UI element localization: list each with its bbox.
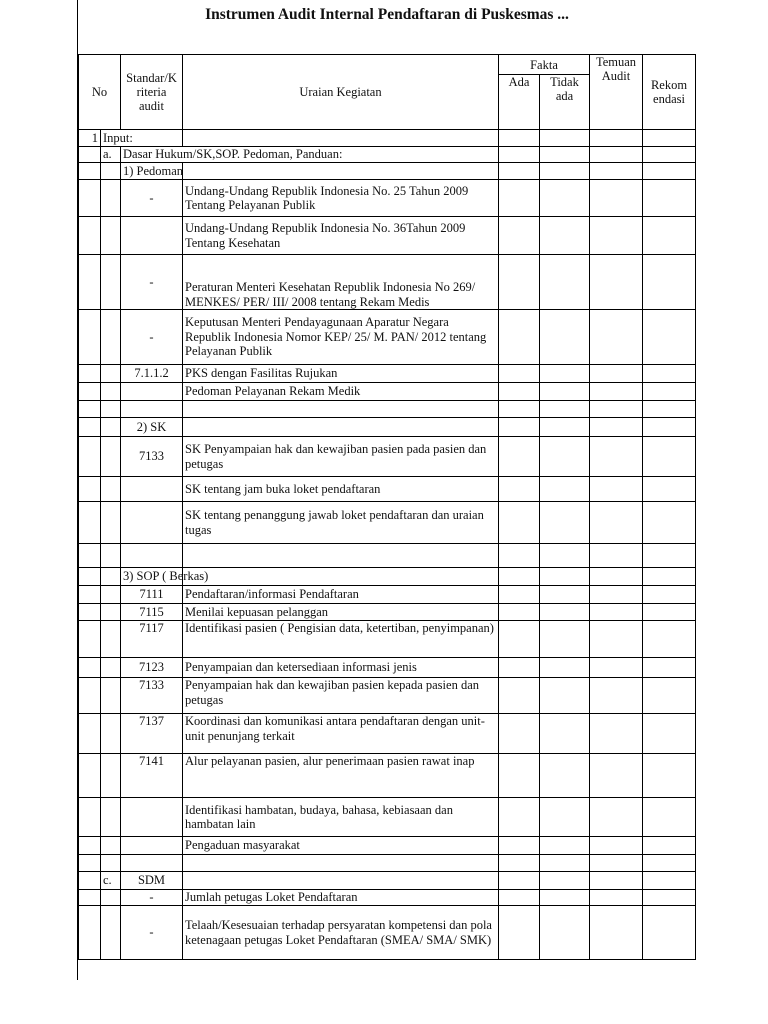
fakta-tidak-ada-cell[interactable]: [540, 754, 590, 798]
header-rekomendasi: Rekom endasi: [643, 55, 696, 130]
uraian-kegiatan: Alur pelayanan pasien, alur penerimaan pasien rawat inap: [183, 754, 499, 798]
fakta-tidak-ada-cell[interactable]: [540, 163, 590, 180]
temuan-cell[interactable]: [590, 383, 643, 401]
fakta-ada-cell[interactable]: [499, 180, 540, 217]
row-number: [79, 604, 101, 621]
standar-code: [121, 798, 183, 837]
sub-letter: [101, 798, 121, 837]
table-row: [79, 180, 696, 217]
fakta-tidak-ada-cell[interactable]: [540, 130, 590, 147]
fakta-ada-cell[interactable]: [499, 604, 540, 621]
temuan-cell[interactable]: [590, 604, 643, 621]
fakta-ada-cell[interactable]: [499, 418, 540, 437]
temuan-cell[interactable]: [590, 678, 643, 714]
fakta-ada-cell[interactable]: [499, 502, 540, 544]
sub-letter: c.: [101, 872, 121, 890]
fakta-tidak-ada-cell[interactable]: [540, 217, 590, 255]
fakta-ada-cell[interactable]: [499, 401, 540, 418]
rekomendasi-cell[interactable]: [643, 383, 696, 401]
uraian-cell: [183, 163, 499, 180]
row-number: [79, 401, 101, 418]
standar-code: [121, 855, 183, 872]
header-standar: Standar/K riteria audit: [121, 55, 183, 130]
standar-code: 7137: [121, 714, 183, 754]
rekomendasi-cell[interactable]: [643, 890, 696, 906]
temuan-cell[interactable]: [590, 418, 643, 437]
temuan-cell[interactable]: [590, 621, 643, 658]
section-label: Input:: [101, 130, 183, 147]
standar-code: [121, 502, 183, 544]
fakta-tidak-ada-cell[interactable]: [540, 906, 590, 960]
standar-code: [121, 217, 183, 255]
fakta-tidak-ada-cell[interactable]: [540, 418, 590, 437]
table-row: [79, 544, 696, 568]
rekomendasi-cell[interactable]: [643, 855, 696, 872]
fakta-ada-cell[interactable]: [499, 906, 540, 960]
temuan-cell[interactable]: [590, 658, 643, 678]
row-number: [79, 544, 101, 568]
table-row: [79, 255, 696, 310]
table-row: [79, 621, 696, 658]
group-label: 1) Pedoman: [121, 163, 183, 180]
table-row: [79, 310, 696, 365]
uraian-kegiatan: PKS dengan Fasilitas Rujukan: [183, 365, 499, 383]
header-uraian: Uraian Kegiatan: [183, 55, 499, 130]
temuan-cell[interactable]: [590, 437, 643, 477]
rekomendasi-cell[interactable]: [643, 477, 696, 502]
fakta-ada-cell[interactable]: [499, 855, 540, 872]
standar-code: -: [121, 255, 183, 310]
sub-letter: [101, 180, 121, 217]
standar-code: -: [121, 310, 183, 365]
temuan-cell[interactable]: [590, 401, 643, 418]
row-number: [79, 837, 101, 855]
uraian-cell: [183, 130, 499, 147]
fakta-tidak-ada-cell[interactable]: [540, 437, 590, 477]
sub-letter: [101, 714, 121, 754]
rekomendasi-cell[interactable]: [643, 837, 696, 855]
fakta-ada-cell[interactable]: [499, 130, 540, 147]
sub-letter: [101, 568, 121, 586]
uraian-kegiatan: Pedoman Pelayanan Rekam Medik: [183, 383, 499, 401]
row-number: [79, 906, 101, 960]
rekomendasi-cell[interactable]: [643, 310, 696, 365]
temuan-cell[interactable]: [590, 180, 643, 217]
table-row: [79, 586, 696, 604]
rekomendasi-cell[interactable]: [643, 906, 696, 960]
row-number: [79, 855, 101, 872]
temuan-cell[interactable]: [590, 754, 643, 798]
standar-code: 7111: [121, 586, 183, 604]
sub-letter: [101, 604, 121, 621]
fakta-tidak-ada-cell[interactable]: [540, 678, 590, 714]
header-tidak-ada: Tidak ada: [540, 75, 590, 130]
sub-letter: [101, 658, 121, 678]
standar-code: [121, 401, 183, 418]
uraian-cell: [183, 568, 499, 586]
sub-letter: [101, 544, 121, 568]
fakta-tidak-ada-cell[interactable]: [540, 621, 590, 658]
rekomendasi-cell[interactable]: [643, 872, 696, 890]
sub-letter: [101, 502, 121, 544]
header-row-1: [79, 55, 696, 75]
row-number: [79, 310, 101, 365]
table-row: [79, 872, 696, 890]
standar-code: [121, 837, 183, 855]
sub-label: Dasar Hukum/SK,SOP. Pedoman, Panduan:: [121, 147, 499, 163]
uraian-kegiatan: Undang-Undang Republik Indonesia No. 25 Tahun 2009 Tentang Pelayanan Publik: [183, 180, 499, 217]
uraian-cell: [183, 855, 499, 872]
temuan-cell[interactable]: [590, 568, 643, 586]
table-row: [79, 477, 696, 502]
fakta-tidak-ada-cell[interactable]: [540, 544, 590, 568]
row-number: [79, 217, 101, 255]
uraian-kegiatan: SK tentang jam buka loket pendaftaran: [183, 477, 499, 502]
fakta-ada-cell[interactable]: [499, 586, 540, 604]
sub-letter: [101, 418, 121, 437]
sub-letter: [101, 586, 121, 604]
fakta-ada-cell[interactable]: [499, 890, 540, 906]
table-row: [79, 502, 696, 544]
rekomendasi-cell[interactable]: [643, 658, 696, 678]
table-row: [79, 906, 696, 960]
header-fakta: Fakta: [499, 55, 590, 75]
fakta-ada-cell[interactable]: [499, 621, 540, 658]
temuan-cell[interactable]: [590, 163, 643, 180]
table-row: [79, 130, 696, 147]
fakta-ada-cell[interactable]: [499, 437, 540, 477]
uraian-kegiatan: Penyampaian hak dan kewajiban pasien kepada pasien dan petugas: [183, 678, 499, 714]
rekomendasi-cell[interactable]: [643, 365, 696, 383]
temuan-cell[interactable]: [590, 477, 643, 502]
fakta-tidak-ada-cell[interactable]: [540, 477, 590, 502]
standar-code: 7133: [121, 437, 183, 477]
row-number: [79, 147, 101, 163]
table-row: [79, 798, 696, 837]
fakta-ada-cell[interactable]: [499, 658, 540, 678]
table-row: [79, 658, 696, 678]
audit-table: [78, 54, 696, 960]
temuan-cell[interactable]: [590, 798, 643, 837]
rekomendasi-cell[interactable]: [643, 437, 696, 477]
uraian-kegiatan: Peraturan Menteri Kesehatan Republik Indonesia No 269/ MENKES/ PER/ III/ 2008 tentang Rekam Medis: [183, 255, 499, 310]
fakta-ada-cell[interactable]: [499, 310, 540, 365]
temuan-cell[interactable]: [590, 310, 643, 365]
uraian-kegiatan: Pengaduan masyarakat: [183, 837, 499, 855]
temuan-cell[interactable]: [590, 837, 643, 855]
standar-code: [121, 544, 183, 568]
group-label: 2) SK: [121, 418, 183, 437]
table-row: [79, 401, 696, 418]
fakta-tidak-ada-cell[interactable]: [540, 401, 590, 418]
fakta-ada-cell[interactable]: [499, 872, 540, 890]
rekomendasi-cell[interactable]: [643, 163, 696, 180]
uraian-kegiatan: Identifikasi hambatan, budaya, bahasa, kebiasaan dan hambatan lain: [183, 798, 499, 837]
fakta-tidak-ada-cell[interactable]: [540, 365, 590, 383]
row-number: [79, 586, 101, 604]
rekomendasi-cell[interactable]: [643, 147, 696, 163]
sub-letter: [101, 365, 121, 383]
rekomendasi-cell[interactable]: [643, 754, 696, 798]
table-row: [79, 837, 696, 855]
row-number: [79, 798, 101, 837]
standar-code: [121, 477, 183, 502]
temuan-cell[interactable]: [590, 217, 643, 255]
table-row: [79, 383, 696, 401]
rekomendasi-cell[interactable]: [643, 130, 696, 147]
fakta-ada-cell[interactable]: [499, 754, 540, 798]
fakta-tidak-ada-cell[interactable]: [540, 568, 590, 586]
fakta-tidak-ada-cell[interactable]: [540, 798, 590, 837]
fakta-ada-cell[interactable]: [499, 255, 540, 310]
standar-code: 7133: [121, 678, 183, 714]
table-row: [79, 568, 696, 586]
fakta-ada-cell[interactable]: [499, 217, 540, 255]
header-temuan: Temuan Audit: [590, 55, 643, 130]
fakta-tidak-ada-cell[interactable]: [540, 255, 590, 310]
row-number: [79, 255, 101, 310]
fakta-ada-cell[interactable]: [499, 383, 540, 401]
temuan-cell[interactable]: [590, 365, 643, 383]
table-row: [79, 217, 696, 255]
sub-letter: [101, 906, 121, 960]
row-number: [79, 418, 101, 437]
rekomendasi-cell[interactable]: [643, 621, 696, 658]
group-label: 3) SOP ( Berkas): [121, 568, 183, 586]
temuan-cell[interactable]: [590, 544, 643, 568]
temuan-cell[interactable]: [590, 855, 643, 872]
fakta-tidak-ada-cell[interactable]: [540, 383, 590, 401]
fakta-ada-cell[interactable]: [499, 837, 540, 855]
standar-code: 7141: [121, 754, 183, 798]
sub-letter: [101, 678, 121, 714]
rekomendasi-cell[interactable]: [643, 401, 696, 418]
sub-letter: [101, 855, 121, 872]
sub-letter: [101, 255, 121, 310]
rekomendasi-cell[interactable]: [643, 180, 696, 217]
rekomendasi-cell[interactable]: [643, 798, 696, 837]
uraian-kegiatan: Jumlah petugas Loket Pendaftaran: [183, 890, 499, 906]
row-number: [79, 437, 101, 477]
table-row: [79, 714, 696, 754]
uraian-kegiatan: Undang-Undang Republik Indonesia No. 36Tahun 2009 Tentang Kesehatan: [183, 217, 499, 255]
uraian-kegiatan: Telaah/Kesesuaian terhadap persyaratan kompetensi dan pola ketenagaan petugas Loket Pendaftaran (SMEA/ SMA/ SMK): [183, 906, 499, 960]
uraian-kegiatan: Penyampaian dan ketersediaan informasi jenis: [183, 658, 499, 678]
uraian-cell: [183, 872, 499, 890]
fakta-tidak-ada-cell[interactable]: [540, 604, 590, 621]
row-number: [79, 872, 101, 890]
standar-code: -: [121, 890, 183, 906]
row-number: [79, 502, 101, 544]
rekomendasi-cell[interactable]: [643, 678, 696, 714]
standar-code: [121, 383, 183, 401]
sub-letter: a.: [101, 147, 121, 163]
fakta-ada-cell[interactable]: [499, 147, 540, 163]
sub-letter: [101, 163, 121, 180]
uraian-kegiatan: SK tentang penanggung jawab loket pendaftaran dan uraian tugas: [183, 502, 499, 544]
rekomendasi-cell[interactable]: [643, 255, 696, 310]
row-number: [79, 678, 101, 714]
row-number: [79, 477, 101, 502]
sub-letter: [101, 401, 121, 418]
rekomendasi-cell[interactable]: [643, 217, 696, 255]
table-row: [79, 754, 696, 798]
sub-letter: [101, 437, 121, 477]
sub-letter: [101, 477, 121, 502]
table-row: [79, 604, 696, 621]
uraian-kegiatan: Pendaftaran/informasi Pendaftaran: [183, 586, 499, 604]
fakta-ada-cell[interactable]: [499, 477, 540, 502]
row-number: [79, 754, 101, 798]
standar-code: 7117: [121, 621, 183, 658]
fakta-ada-cell[interactable]: [499, 798, 540, 837]
fakta-tidak-ada-cell[interactable]: [540, 837, 590, 855]
temuan-cell[interactable]: [590, 147, 643, 163]
rekomendasi-cell[interactable]: [643, 604, 696, 621]
fakta-tidak-ada-cell[interactable]: [540, 658, 590, 678]
header-no: No: [79, 55, 121, 130]
temuan-cell[interactable]: [590, 872, 643, 890]
standar-code: -: [121, 906, 183, 960]
row-number: [79, 658, 101, 678]
row-number: [79, 621, 101, 658]
fakta-tidak-ada-cell[interactable]: [540, 147, 590, 163]
uraian-kegiatan: Menilai kepuasan pelanggan: [183, 604, 499, 621]
fakta-ada-cell[interactable]: [499, 365, 540, 383]
fakta-tidak-ada-cell[interactable]: [540, 855, 590, 872]
row-number: [79, 568, 101, 586]
fakta-ada-cell[interactable]: [499, 714, 540, 754]
standar-code: 7115: [121, 604, 183, 621]
rekomendasi-cell[interactable]: [643, 544, 696, 568]
standar-code: 7.1.1.2: [121, 365, 183, 383]
fakta-tidak-ada-cell[interactable]: [540, 502, 590, 544]
fakta-tidak-ada-cell[interactable]: [540, 872, 590, 890]
table-row: [79, 437, 696, 477]
fakta-tidak-ada-cell[interactable]: [540, 714, 590, 754]
row-number: [79, 714, 101, 754]
sub-letter: [101, 217, 121, 255]
rekomendasi-cell[interactable]: [643, 418, 696, 437]
table-row: [79, 890, 696, 906]
temuan-cell[interactable]: [590, 890, 643, 906]
row-number: [79, 383, 101, 401]
sub-letter: [101, 383, 121, 401]
fakta-ada-cell[interactable]: [499, 163, 540, 180]
fakta-ada-cell[interactable]: [499, 544, 540, 568]
table-row: [79, 163, 696, 180]
table-row: [79, 147, 696, 163]
sub-label: SDM: [121, 872, 183, 890]
temuan-cell[interactable]: [590, 502, 643, 544]
rekomendasi-cell[interactable]: [643, 502, 696, 544]
table-row: [79, 678, 696, 714]
sub-letter: [101, 890, 121, 906]
temuan-cell[interactable]: [590, 586, 643, 604]
row-number: 1: [79, 130, 101, 147]
fakta-ada-cell[interactable]: [499, 678, 540, 714]
row-number: [79, 163, 101, 180]
standar-code: 7123: [121, 658, 183, 678]
uraian-kegiatan: Koordinasi dan komunikasi antara pendaftaran dengan unit-unit penunjang terkait: [183, 714, 499, 754]
rekomendasi-cell[interactable]: [643, 568, 696, 586]
page-title: Instrumen Audit Internal Pendaftaran di Puskesmas ...: [205, 6, 569, 23]
standar-code: -: [121, 180, 183, 217]
table-row: [79, 855, 696, 872]
fakta-tidak-ada-cell[interactable]: [540, 180, 590, 217]
uraian-cell: [183, 418, 499, 437]
temuan-cell[interactable]: [590, 255, 643, 310]
fakta-ada-cell[interactable]: [499, 568, 540, 586]
audit-sheet: [77, 0, 696, 980]
uraian-cell: [183, 401, 499, 418]
temuan-cell[interactable]: [590, 906, 643, 960]
sub-letter: [101, 621, 121, 658]
uraian-kegiatan: SK Penyampaian hak dan kewajiban pasien pada pasien dan petugas: [183, 437, 499, 477]
temuan-cell[interactable]: [590, 130, 643, 147]
rekomendasi-cell[interactable]: [643, 586, 696, 604]
row-number: [79, 890, 101, 906]
uraian-kegiatan: Keputusan Menteri Pendayagunaan Aparatur Negara Republik Indonesia Nomor KEP/ 25/ M. PAN/ 2012 tentang Pelayanan Publik: [183, 310, 499, 365]
table-row: [79, 365, 696, 383]
row-number: [79, 365, 101, 383]
sub-letter: [101, 310, 121, 365]
header-ada: Ada: [499, 75, 540, 130]
uraian-kegiatan: Identifikasi pasien ( Pengisian data, ketertiban, penyimpanan): [183, 621, 499, 658]
fakta-tidak-ada-cell[interactable]: [540, 890, 590, 906]
sub-letter: [101, 754, 121, 798]
fakta-tidak-ada-cell[interactable]: [540, 310, 590, 365]
table-row: [79, 418, 696, 437]
temuan-cell[interactable]: [590, 714, 643, 754]
sub-letter: [101, 837, 121, 855]
uraian-cell: [183, 544, 499, 568]
rekomendasi-cell[interactable]: [643, 714, 696, 754]
fakta-tidak-ada-cell[interactable]: [540, 586, 590, 604]
row-number: [79, 180, 101, 217]
